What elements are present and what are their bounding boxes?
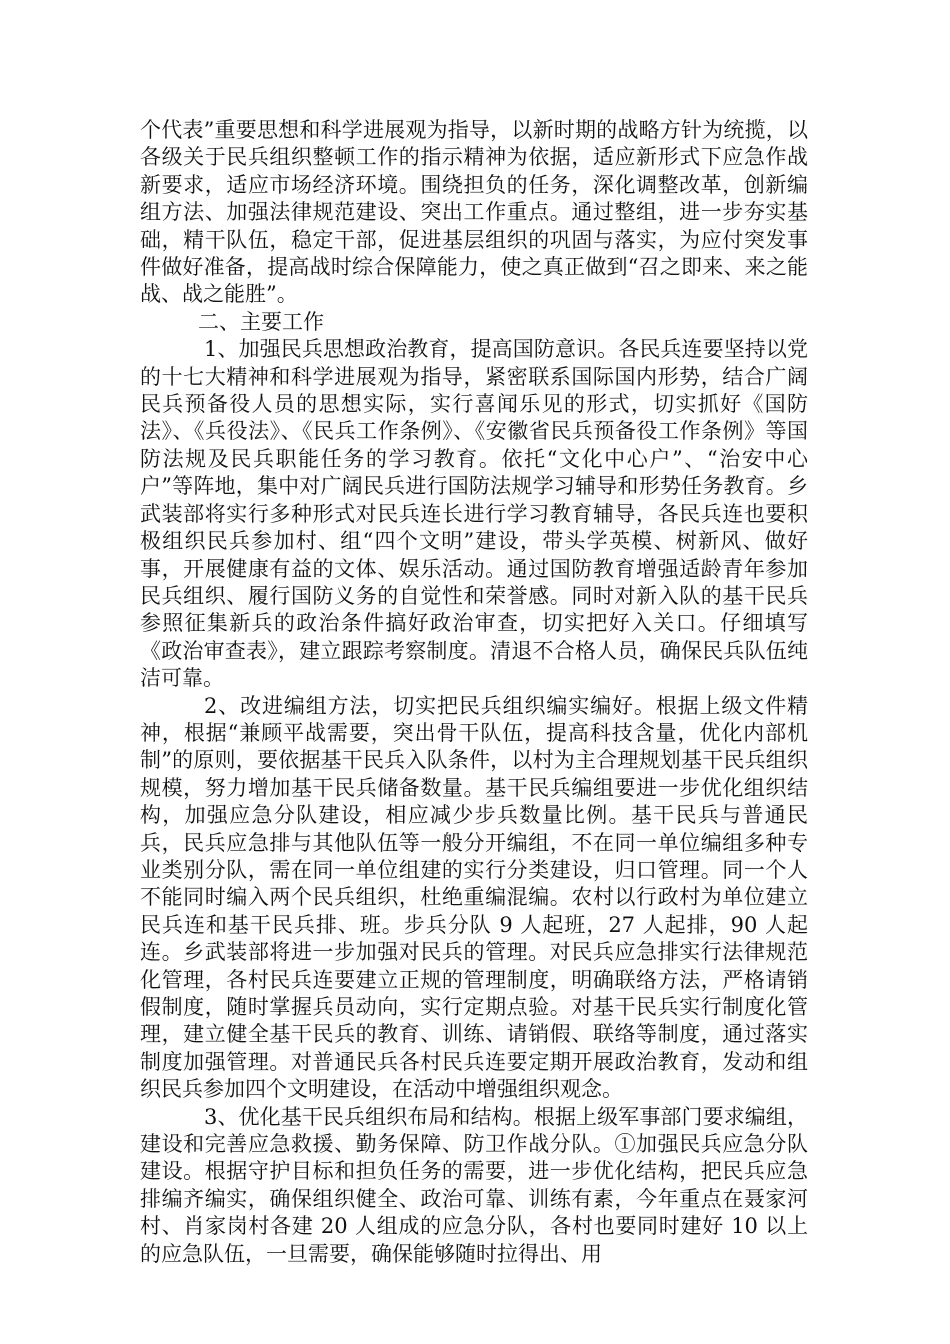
- section-heading-main-work: 二、主要工作: [198, 309, 324, 334]
- paragraph-item-3-structure: 3、优化基干民兵组织布局和结构。根据上级军事部门要求编组，建设和完善应急救援、勤务保障、防卫作战分队。①加强民兵应急分队建设。根据守护目标和担负任务的需要，进一步优化结构，把民兵应急排编齐编实，确保组织健全、政治可靠、训练有素，今年重点在聂家河村、肖家岗村各建 20 人组成的应急分队，各村也要同时建好 10 以上的应急队伍，一旦需要，确保能够随时拉得出、用: [140, 1104, 808, 1266]
- paragraph-item-2-organization: 2、改进编组方法，切实把民兵组织编实编好。根据上级文件精神，根据“兼顾平战需要，突出骨干队伍，提高科技含量，优化内部机制”的原则，要依据基干民兵入队条件，以村为主合理规划基干民兵组织规模，努力增加基干民兵储备数量。基干民兵编组要进一步优化组织结构，加强应急分队建设，相应减少步兵数量比例。基干民兵与普通民兵，民兵应急排与其他队伍等一般分开编组，不在同一单位编组多种专业类别分队，需在同一单位组建的实行分类建设，归口管理。同一个人不能同时编入两个民兵组织，杜绝重编混编。农村以行政村为单位建立民兵连和基干民兵排、班。步兵分队 9 人起班，27 人起排，90 人起连。乡武装部将进一步加强对民兵的管理。对民兵应急排实行法律规范化管理，各村民兵连要建立正规的管理制度，明确联络方法，严格请销假制度，随时掌握兵员动向，实行定期点验。对基干民兵实行制度化管理，建立健全基干民兵的教育、训练、请销假、联络等制度，通过落实制度加强管理。对普通民兵各村民兵连要定期开展政治教育，发动和组织民兵参加四个文明建设，在活动中增强组织观念。: [140, 693, 808, 1102]
- paragraph-item-1-education: 1、加强民兵思想政治教育，提高国防意识。各民兵连要坚持以党的十七大精神和科学进展观为指导，紧密联系国际国内形势，结合广阔民兵预备役人员的思想实际，实行喜闻乐见的形式，切实抓好《国防法》、《兵役法》、《民兵工作条例》、《安徽省民兵预备役工作条例》等国防法规及民兵职能任务的学习教育。依托“文化中心户”、“治安中心户”等阵地，集中对广阔民兵进行国防法规学习辅导和形势任务教育。乡武装部将实行多种形式对民兵连长进行学习教育辅导，各民兵连也要积极组织民兵参加村、组“四个文明”建设，带头学英模、树新风、做好事，开展健康有益的文体、娱乐活动。通过国防教育增强适龄青年参加民兵组织、履行国防义务的自觉性和荣誉感。同时对新入队的基干民兵参照征集新兵的政治条件搞好政治审查，切实把好入关口。仔细填写《政治审查表》，建立跟踪考察制度。清退不合格人员，确保民兵队伍纯洁可靠。: [140, 337, 808, 691]
- paragraph-guiding-ideology: 个代表”重要思想和科学进展观为指导，以新时期的战略方针为统揽，以各级关于民兵组织整顿工作的指示精神为依据，适应新形式下应急作战新要求，适应市场经济环境。围绕担负的任务，深化调整改革，创新编组方法、加强法律规范建设、突出工作重点。通过整组，进一步夯实基础，精干队伍，稳定干部，促进基层组织的巩固与落实，为应付突发事件做好准备，提高战时综合保障能力，使之真正做到“召之即来、来之能战、战之能胜”。: [140, 118, 808, 307]
- document-page: [140, 117, 808, 1268]
